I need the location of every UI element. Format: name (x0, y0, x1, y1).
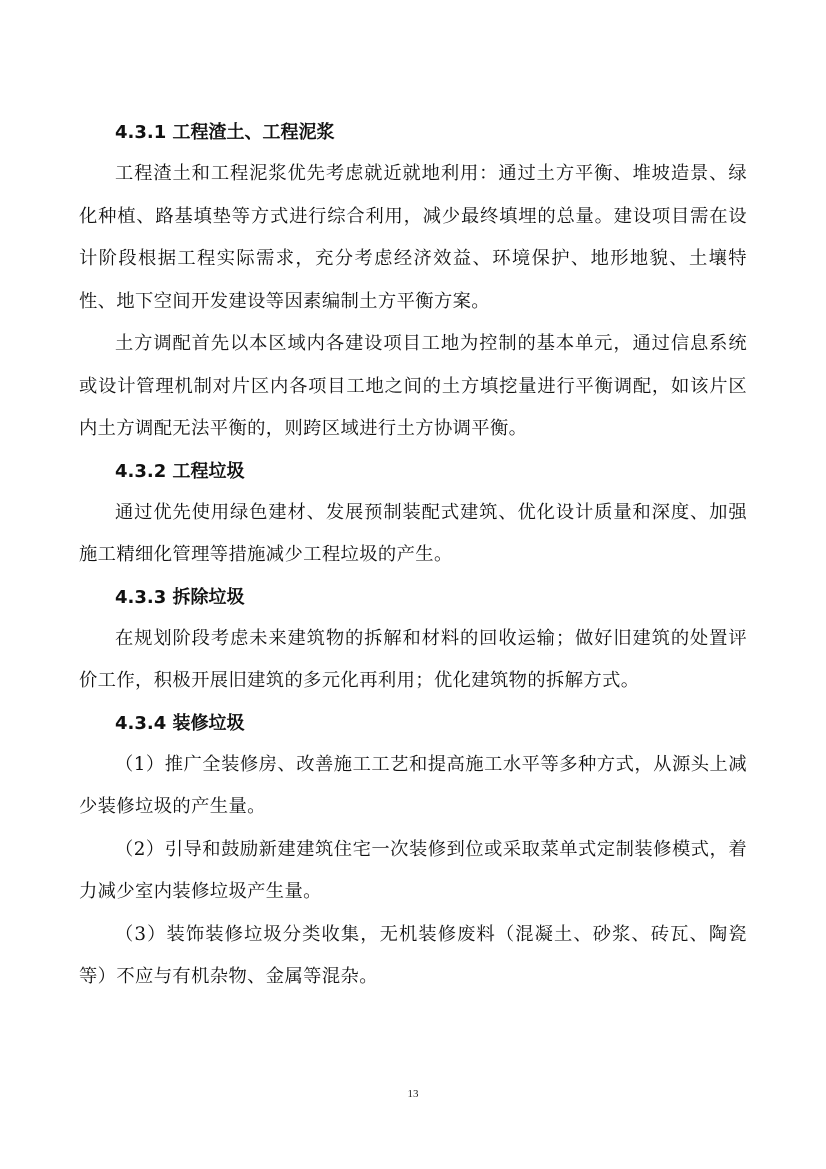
section-heading-4-3-3: 4.3.3 拆除垃圾 (115, 586, 245, 608)
list-item: （2）引导和鼓励新建建筑住宅一次装修到位或采取菜单式定制装修模式，着力减少室内装修垃圾产生量。 (79, 838, 747, 902)
document-body (79, 112, 747, 999)
section-heading-4-3-4: 4.3.4 装修垃圾 (115, 712, 245, 734)
paragraph: 土方调配首先以本区域内各建设项目工地为控制的基本单元，通过信息系统或设计管理机制对片区内各项目工地之间的土方填挖量进行平衡调配，如该片区内土方调配无法平衡的，则跨区域进行土方协调平衡。 (79, 333, 747, 439)
paragraph: 工程渣土和工程泥浆优先考虑就近就地利用：通过土方平衡、堆坡造景、绿化种植、路基填垫等方式进行综合利用，减少最终填埋的总量。建设项目需在设计阶段根据工程实际需求，充分考虑经济效益、环境保护、地形地貌、土壤特性、地下空间开发建设等因素编制土方平衡方案。 (79, 163, 747, 312)
paragraph: 在规划阶段考虑未来建筑物的拆解和材料的回收运输；做好旧建筑的处置评价工作，积极开展旧建筑的多元化再利用；优化建筑物的拆解方式。 (79, 627, 747, 691)
page-number: 13 (407, 1088, 419, 1100)
section-heading-4-3-2: 4.3.2 工程垃圾 (115, 460, 245, 482)
paragraph: 通过优先使用绿色建材、发展预制装配式建筑、优化设计质量和深度、加强施工精细化管理等措施减少工程垃圾的产生。 (79, 501, 747, 565)
list-item: （1）推广全装修房、改善施工工艺和提高施工水平等多种方式，从源头上减少装修垃圾的产生量。 (79, 753, 747, 817)
section-heading-4-3-1: 4.3.1 工程渣土、工程泥浆 (115, 122, 335, 143)
list-item: （3）装饰装修垃圾分类收集，无机装修废料（混凝土、砂浆、砖瓦、陶瓷等）不应与有机杂物、金属等混杂。 (79, 923, 747, 987)
